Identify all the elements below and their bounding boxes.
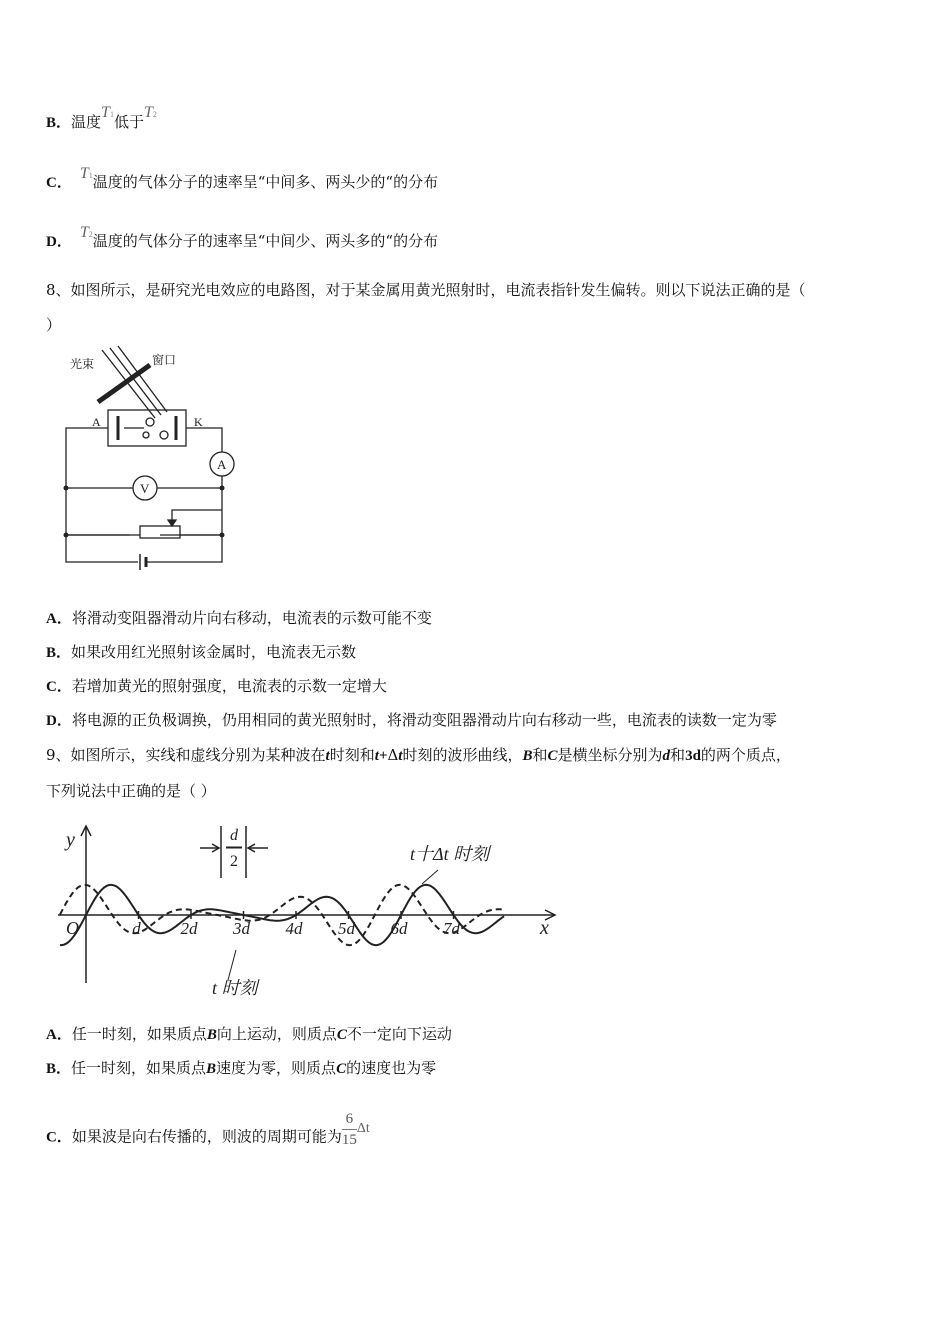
- light-beam-label: 光束: [70, 357, 95, 371]
- option-text: 将滑动变阻器滑动片向右移动，电流表的示数可能不变: [71, 609, 432, 627]
- y-axis-label: y: [66, 829, 75, 851]
- q9-stem: 9、如图所示，实线和虚线分别为某种波在t时刻和t+Δt时刻的波形曲线，B和C是横坐标分别为d和3d的两个质点，: [46, 746, 791, 764]
- option-letter: D．: [46, 713, 72, 729]
- option-text: 如果改用红光照射该金属时，电流表无示数: [71, 643, 357, 661]
- q8-option-a: [46, 608, 432, 629]
- q7-option-b: [46, 104, 157, 135]
- q9-option-c: C．如果波是向右传播的，则波的周期可能为 $\frac{6}{15}$ Δt: [46, 1111, 370, 1148]
- x-axis-label: x: [540, 917, 549, 939]
- solid-curve-label: t 时刻: [212, 978, 258, 998]
- q8-stem-end: ）: [46, 316, 62, 334]
- option-letter: C．: [46, 1129, 72, 1146]
- window-label: 窗口: [152, 353, 177, 367]
- option-text: 温度: [71, 113, 102, 131]
- half-d-denominator: 2: [230, 853, 238, 870]
- x-tick-label: d: [132, 919, 141, 938]
- q7-option-c: [46, 165, 439, 195]
- option-text: 将电源的正负极调换，仍用相同的黄光照射时，将滑动变阻器滑动片向右移动一些，电流表的读数一定为零: [71, 711, 777, 729]
- period-fraction: $\frac{6}{15}$: [341, 1111, 357, 1148]
- x-tick-label: 5d: [338, 919, 355, 938]
- option-letter: A．: [46, 1027, 72, 1043]
- x-tick-label: 3d: [233, 919, 250, 938]
- option-text: 温度的气体分子的速率呈“中间多、两头少的“的分布: [92, 173, 439, 191]
- x-tick-label: 4d: [285, 919, 303, 938]
- cathode-label: K: [194, 415, 203, 429]
- option-letter: B．: [46, 1061, 72, 1077]
- q8-stem: 8、如图所示，是研究光电效应的电路图，对于某金属用黄光照射时，电流表指针发生偏转。则以下说法正确的是（: [46, 281, 806, 299]
- ammeter-label: A: [217, 457, 227, 472]
- q9-option-b: B．任一时刻，如果质点B速度为零，则质点C的速度也为零: [46, 1059, 437, 1077]
- photoelectric-circuit-figure: [60, 340, 260, 575]
- option-letter: B．: [46, 645, 72, 661]
- origin-label: O: [66, 918, 79, 938]
- q7-option-d: [46, 224, 439, 254]
- q9-stem-line2: 下列说法中正确的是（ ）: [46, 782, 216, 800]
- option-text: 温度的气体分子的速率呈“中间少、两头多的“的分布: [92, 232, 439, 250]
- q8-option-b: [46, 642, 356, 663]
- t2-symbol: T2: [143, 104, 157, 121]
- voltmeter-label: V: [140, 481, 150, 496]
- t2-symbol: T2: [79, 224, 93, 241]
- anode-label: A: [92, 415, 101, 429]
- x-tick-label: 2d: [180, 919, 198, 938]
- t1-symbol: T1: [101, 104, 114, 121]
- dashed-curve-label: t十Δt 时刻: [410, 844, 490, 864]
- x-tick-label: 6d: [390, 919, 408, 938]
- t1-symbol: T1: [79, 165, 93, 182]
- q8-option-d: [46, 710, 777, 731]
- option-letter: C．: [46, 175, 72, 191]
- x-tick-label: 7d: [443, 919, 460, 938]
- option-letter: A．: [46, 611, 72, 627]
- option-letter: D．: [46, 234, 72, 250]
- option-letter: C．: [46, 679, 72, 695]
- q8-option-c: [46, 676, 387, 697]
- wave-figure: [50, 818, 570, 1003]
- q9-option-a: A．任一时刻，如果质点B向上运动，则质点C不一定向下运动: [46, 1025, 452, 1043]
- option-text: 低于: [113, 113, 144, 131]
- option-letter: B．: [46, 115, 72, 131]
- option-text: 若增加黄光的照射强度，电流表的示数一定增大: [71, 677, 387, 695]
- delta-t: Δt: [356, 1120, 370, 1136]
- half-d-numerator: d: [230, 827, 238, 844]
